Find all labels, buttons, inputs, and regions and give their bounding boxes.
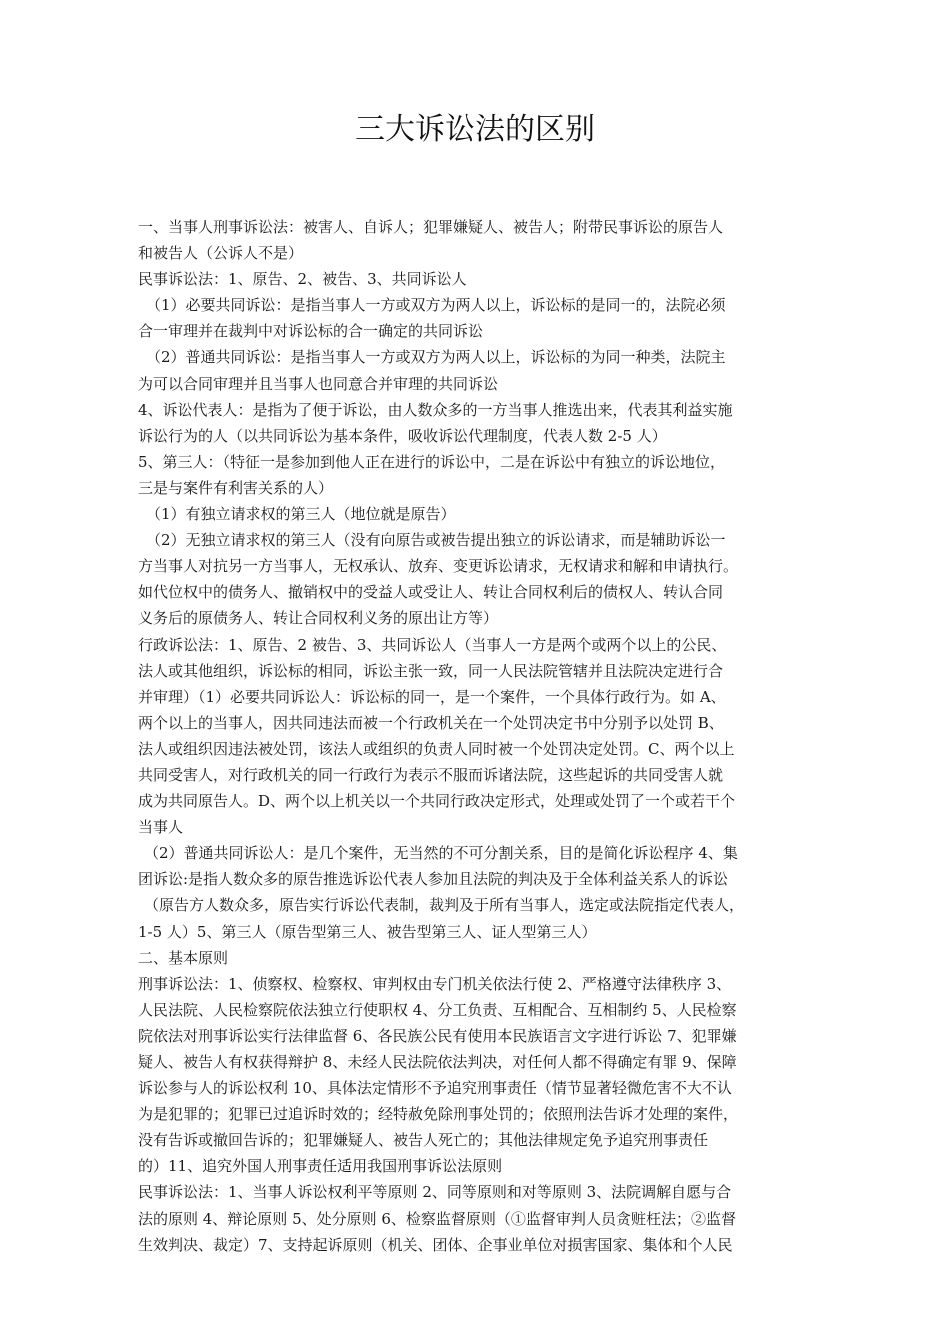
text-line: 如代位权中的债务人、撤销权中的受益人或受让人、转让合同权利后的债权人、转认合同 [138, 583, 724, 602]
text-line: （2）普通共同诉讼人：是几个案件，无当然的不可分割关系，目的是简化诉讼程序 4、集 [144, 844, 738, 863]
text-line: 两个以上的当事人，因共同违法而被一个行政机关在一个处罚决定书中分别予以处罚 B、 [138, 713, 724, 732]
text-line: 民事诉讼法：1、当事人诉讼权利平等原则 2、同等原则和对等原则 3、法院调解自愿与合 [138, 1183, 732, 1202]
text-line: 疑人、被告人有权获得辩护 8、未经人民法院依法判决，对任何人都不得确定有罪 9、保障 [138, 1053, 737, 1071]
text-line: 人民法院、人民检察院依法独立行使职权 4、分工负责、互相配合、互相制约 5、人民检察 [138, 1000, 737, 1019]
text-line: 4、诉讼代表人：是指为了便于诉讼，由人数众多的一方当事人推选出来，代表其利益实施 [138, 400, 733, 419]
text-line: 诉讼行为的人（以共同诉讼为基本条件，吸收诉讼代理制度，代表人数 2-5 人） [138, 426, 667, 445]
text-line: 为可以合同审理并且当事人也同意合并审理的共同诉讼 [138, 374, 499, 393]
text-line: （1）必要共同诉讼：是指当事人一方或双方为两人以上，诉讼标的是同一的，法院必须 [146, 296, 726, 315]
text-line: 团诉讼:是指人数众多的原告推选诉讼代表人参加且法院的判决及于全体利益关系人的诉讼 [138, 870, 729, 889]
text-line: 三是与案件有利害关系的人） [138, 478, 334, 497]
text-line: 行政诉讼法：1、原告、2 被告、3、共同诉讼人（当事人一方是两个或两个以上的公民、 [138, 635, 727, 654]
text-line: 合一审理并在裁判中对诉讼标的合一确定的共同诉讼 [138, 322, 484, 341]
text-line: 方当事人对抗另一方当事人，无权承认、放弃、变更诉讼请求，无权请求和解和申请执行。 [138, 557, 739, 576]
text-line: 院依法对刑事诉讼实行法律监督 6、各民族公民有使用本民族语言文字进行诉讼 7、犯罪嫌 [138, 1026, 737, 1045]
section-heading: 二、基本原则 [138, 948, 229, 967]
text-line: 一、当事人刑事诉讼法：被害人、自诉人；犯罪嫌疑人、被告人；附带民事诉讼的原告人 [138, 218, 724, 236]
text-line: 义务后的原债务人、转让合同权利义务的原出让方等） [138, 609, 499, 628]
text-line: 法人或组织因违法被处罚，该法人或组织的负责人同时被一个处罚决定处罚。C、两个以上 [138, 739, 735, 758]
text-line: （2）普通共同诉讼：是指当事人一方或双方为两人以上，诉讼标的为同一种类，法院主 [146, 348, 726, 367]
text-line: 1-5 人）5、第三人（原告型第三人、被告型第三人、证人型第三人） [138, 922, 597, 941]
text-line: 为是犯罪的；犯罪已过追诉时效的；经特赦免除刑事处罚的；依照刑法告诉才处理的案件， [138, 1105, 739, 1124]
text-line: 诉讼参与人的诉讼权利 10、具体法定情形不予追究刑事责任（情节显著轻微危害不大不认 [138, 1079, 732, 1098]
text-line: 法人或其他组织，诉讼标的相同，诉讼主张一致，同一人民法院管辖并且法院决定进行合 [138, 661, 724, 680]
document-title: 三大诉讼法的区别 [355, 112, 595, 147]
text-line: 当事人 [138, 818, 184, 837]
text-line: 和被告人（公诉人不是） [138, 244, 304, 263]
text-line: 成为共同原告人。D、两个以上机关以一个共同行政决定形式，处理或处罚了一个或若干个 [138, 792, 736, 811]
text-line: 民事诉讼法：1、原告、2、被告、3、共同诉讼人 [138, 270, 467, 289]
text-line: 刑事诉讼法：1、侦察权、检察权、审判权由专门机关依法行使 2、严格遵守法律秩序 3、 [138, 974, 732, 993]
text-line: 共同受害人，对行政机关的同一行政行为表示不服而诉诸法院，这些起诉的共同受害人就 [138, 765, 724, 784]
text-line: 5、第三人：（特征一是参加到他人正在进行的诉讼中，二是在诉讼中有独立的诉讼地位， [138, 452, 726, 471]
text-line: 法的原则 4、辩论原则 5、处分原则 6、检察监督原则（①监督审判人员贪赃枉法；②监督 [138, 1209, 736, 1228]
text-line: 没有告诉或撤回告诉的；犯罪嫌疑人、被告人死亡的；其他法律规定免予追究刑事责任 [138, 1131, 709, 1150]
text-line: （1）有独立请求权的第三人（地位就是原告） [146, 505, 456, 524]
text-line: 的）11、追究外国人刑事责任适用我国刑事诉讼法原则 [138, 1157, 503, 1176]
document-body [138, 214, 816, 1258]
text-line: （原告方人数众多，原告实行诉讼代表制，裁判及于所有当事人，选定或法院指定代表人， [144, 896, 745, 915]
text-line: 并审理）（1）必要共同诉讼人：诉讼标的同一，是一个案件，一个具体行政行为。如 A、 [138, 687, 726, 706]
text-line: 生效判决、裁定）7、支持起诉原则（机关、团体、企事业单位对损害国家、集体和个人民 [138, 1235, 733, 1254]
text-line: （2）无独立请求权的第三人（没有向原告或被告提出独立的诉讼请求，而是辅助诉讼一 [146, 531, 726, 550]
